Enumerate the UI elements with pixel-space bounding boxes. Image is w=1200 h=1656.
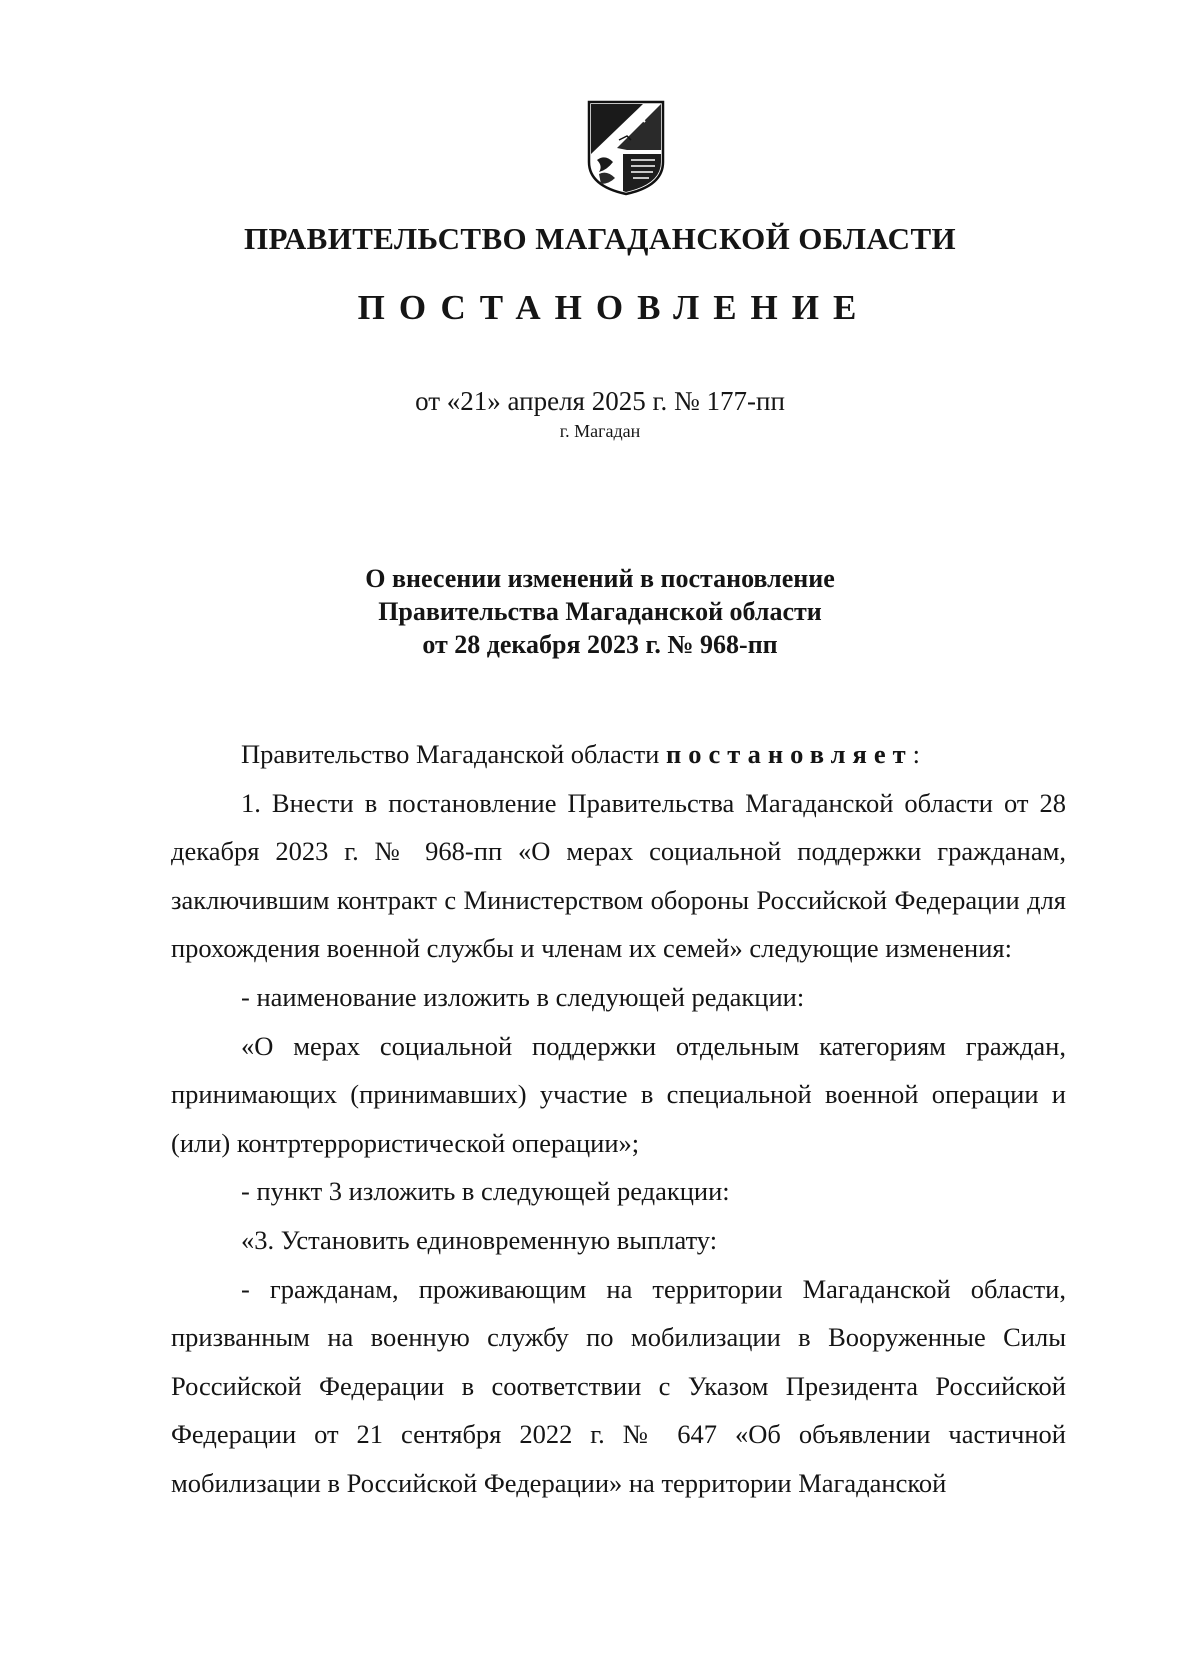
government-name: ПРАВИТЕЛЬСТВО МАГАДАНСКОЙ ОБЛАСТИ — [243, 221, 957, 256]
document-type: ПОСТАНОВЛЕНИЕ — [357, 288, 871, 327]
paragraph-3: «О мерах социальной поддержки отдельным категориям граждан, принимающих (принимавших) участие в специальной военной операции и (или) контртеррористической операции»; — [171, 1030, 1066, 1158]
paragraph-4: - пункт 3 изложить в следующей редакции: — [241, 1176, 730, 1207]
preamble — [171, 730, 1066, 779]
preamble-verb: постановляет — [665, 739, 913, 769]
paragraph-2: - наименование изложить в следующей редакции: — [241, 981, 805, 1012]
coat-of-arms-icon — [587, 100, 665, 196]
document-subject — [0, 562, 1200, 661]
document-city: г. Магадан — [559, 421, 641, 441]
paragraph-1: 1. Внести в постановление Правительства Магаданской области от 28 декабря 2023 г. № 968-пп «О мерах социальной поддержки гражданам, заключившим контракт с Министерством обороны Российской Федерации для прохождения военной службы и членам их семей» следующие изменения: — [171, 787, 1066, 964]
subject-line-2: Правительства Магаданской области — [378, 597, 822, 626]
document-date-number: от «21» апреля 2025 г. № 177-пп — [415, 386, 785, 416]
subject-line-3: от 28 декабря 2023 г. № 968-пп — [422, 630, 778, 659]
subject-line-1: О внесении изменений в постановление — [365, 564, 835, 593]
paragraph-6: - гражданам, проживающим на территории Магаданской области, призванным на военную службу по мобилизации в Вооруженные Силы Российской Федерации в соответствии с Указом Президента Российской Федерации от 21 сентября 2022 г. № 647 «Об объявлении частичной мобилизации в Российской Федерации» на территории Магаданской — [171, 1273, 1066, 1498]
preamble-text: Правительство Магаданской области — [241, 739, 666, 769]
preamble-colon: : — [912, 739, 921, 769]
document-body — [171, 730, 1066, 1508]
paragraph-5: «3. Установить единовременную выплату: — [241, 1224, 718, 1255]
